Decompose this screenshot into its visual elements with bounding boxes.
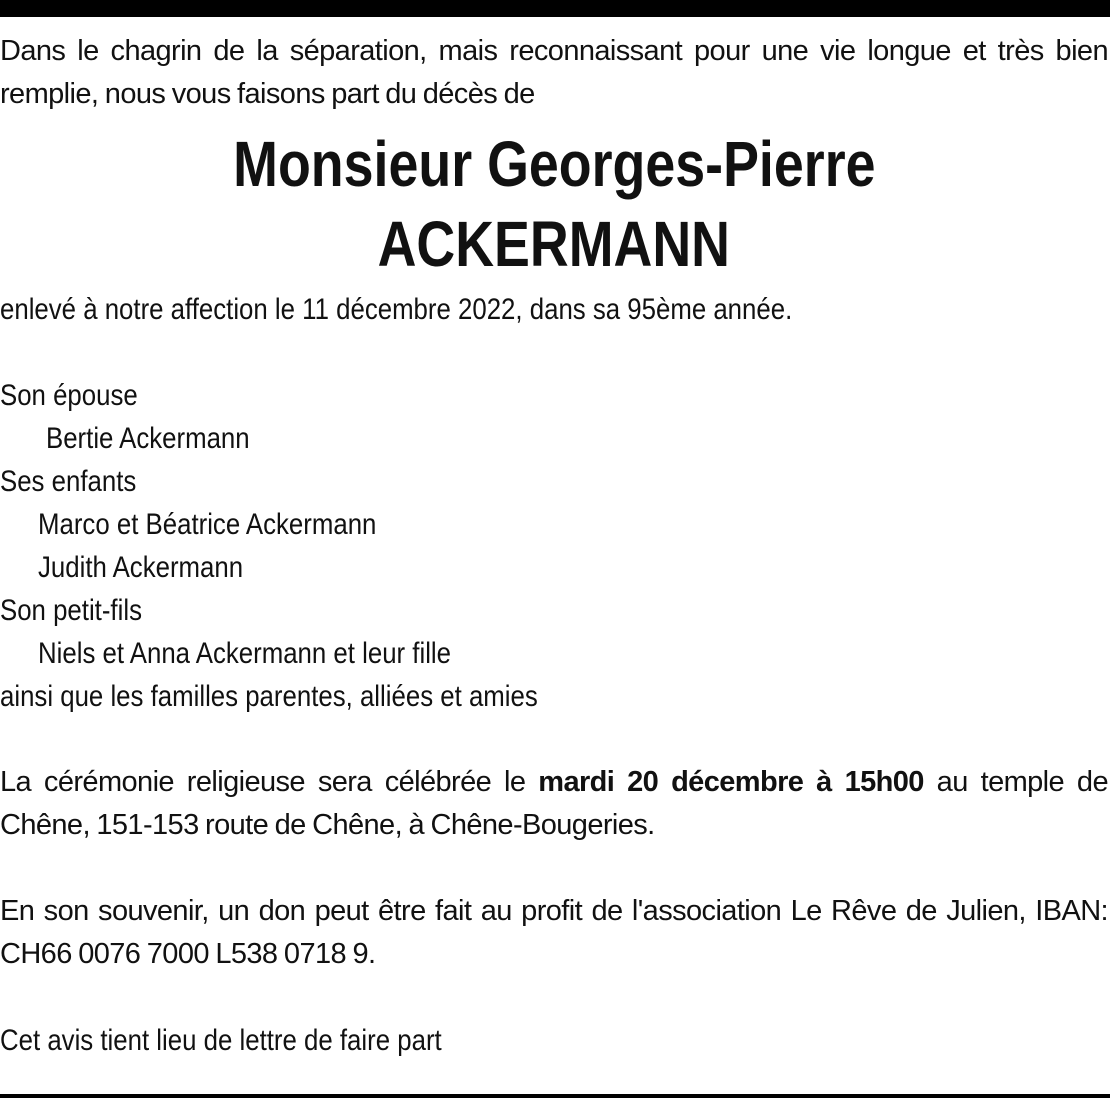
ceremony-intro: La cérémonie religieuse sera célébrée le bbox=[0, 766, 539, 798]
extended-family: ainsi que les familles parentes, alliées et amies bbox=[0, 680, 538, 713]
deceased-name-line-1: Monsieur Georges-Pierre bbox=[232, 128, 876, 200]
closing-text: Cet avis tient lieu de lettre de faire part bbox=[0, 1024, 442, 1057]
donation-text: En son souvenir, un don peut être fait au profit de l'association Le Rêve de Julien, IBAN: CH66 0076 7000 L538 0718 9. bbox=[0, 895, 1108, 970]
intro-text: Dans le chagrin de la séparation, mais reconnaissant pour une vie longue et très bien remplie, nous vous faisons part du décès de bbox=[0, 35, 1108, 110]
spouse-label: Son épouse bbox=[0, 379, 138, 412]
children-label: Ses enfants bbox=[0, 465, 137, 498]
top-rule bbox=[0, 0, 1110, 17]
ceremony-location: au temple de Chêne, 151-153 route de Chêne, à Chêne-Bougeries. bbox=[0, 766, 1108, 841]
spouse-name: Bertie Ackermann bbox=[46, 422, 250, 455]
child-name: Marco et Béatrice Ackermann bbox=[38, 508, 377, 541]
bottom-rule bbox=[0, 1094, 1110, 1098]
obituary-notice bbox=[0, 30, 1108, 1062]
deceased-name-line-2: ACKERMANN bbox=[377, 208, 731, 280]
child-name: Judith Ackermann bbox=[38, 551, 244, 584]
deceased-name bbox=[0, 124, 1108, 284]
ceremony-date: mardi 20 décembre à 15h00 bbox=[538, 766, 924, 798]
deceased-info: enlevé à notre affection le 11 décembre 2022, dans sa 95ème année. bbox=[0, 293, 793, 326]
ceremony-text bbox=[0, 761, 1108, 847]
grandchild-name: Niels et Anna Ackermann et leur fille bbox=[38, 637, 452, 670]
grandchild-label: Son petit-fils bbox=[0, 594, 142, 627]
